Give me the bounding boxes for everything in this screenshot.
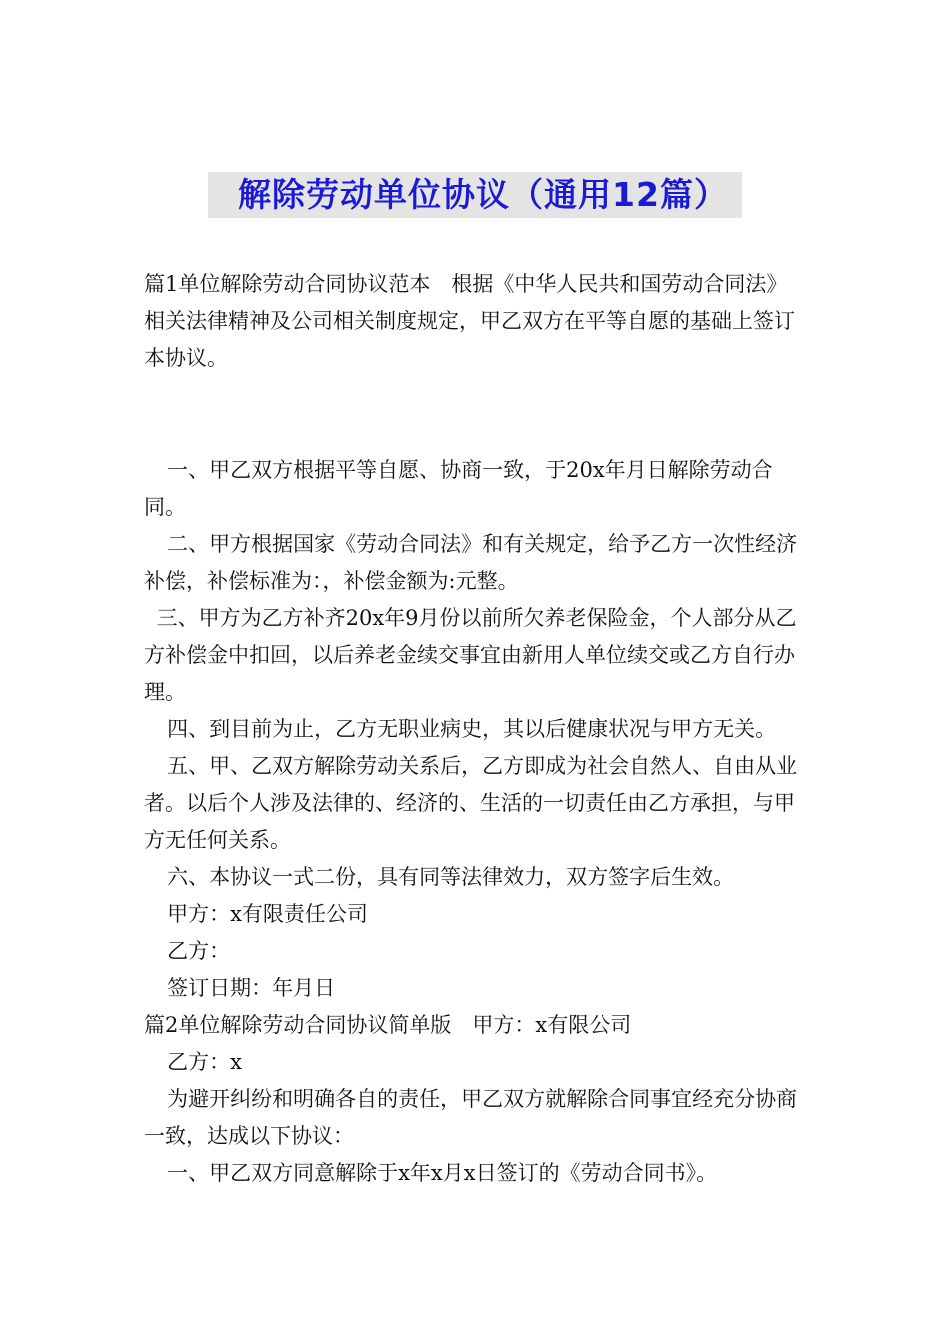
clause-2: 二、甲方根据国家《劳动合同法》和有关规定，给予乙方一次性经济补偿，补偿标准为：，补偿金额为:元整。 — [144, 532, 798, 593]
clause-3: 三、甲方为乙方补齐20x年9月份以前所欠养老保险金，个人部分从乙方补偿金中扣回，以后养老金续交事宜由新用人单位续交或乙方自行办理。 — [144, 606, 797, 704]
signing-date-line: 签订日期：年月日 — [167, 976, 336, 1000]
section-2-heading: 篇2单位解除劳动合同协议简单版 甲方：x有限公司 — [144, 1013, 632, 1037]
clause-5: 五、甲、乙双方解除劳动关系后，乙方即成为社会自然人、自由从业者。以后个人涉及法律的、经济的、生活的一切责任由乙方承担，与甲方无任何关系。 — [144, 754, 798, 852]
clause-1: 一、甲乙双方根据平等自愿、协商一致，于20x年月日解除劳动合同。 — [144, 458, 773, 519]
clause-6: 六、本协议一式二份，具有同等法律效力，双方签字后生效。 — [167, 865, 735, 889]
section-2-preamble: 为避开纠纷和明确各自的责任，甲乙双方就解除合同事宜经充分协商一致，达成以下协议： — [144, 1087, 798, 1148]
section-2-party-b: 乙方：x — [167, 1050, 242, 1074]
clause-4: 四、到目前为止，乙方无职业病史，其以后健康状况与甲方无关。 — [167, 717, 777, 741]
party-b-line: 乙方： — [167, 939, 231, 963]
document-title: 解除劳动单位协议（通用12篇） — [208, 172, 742, 218]
agreement-body — [144, 452, 808, 1192]
party-a-line: 甲方：x有限责任公司 — [167, 902, 368, 926]
intro-block — [144, 266, 808, 377]
title-container — [0, 172, 950, 218]
section-2-clause-1: 一、甲乙双方同意解除于x年x月x日签订的《劳动合同书》。 — [167, 1161, 718, 1185]
intro-paragraph: 篇1单位解除劳动合同协议范本 根据《中华人民共和国劳动合同法》相关法律精神及公司相关制度规定，甲乙双方在平等自愿的基础上签订本协议。 — [144, 272, 795, 370]
